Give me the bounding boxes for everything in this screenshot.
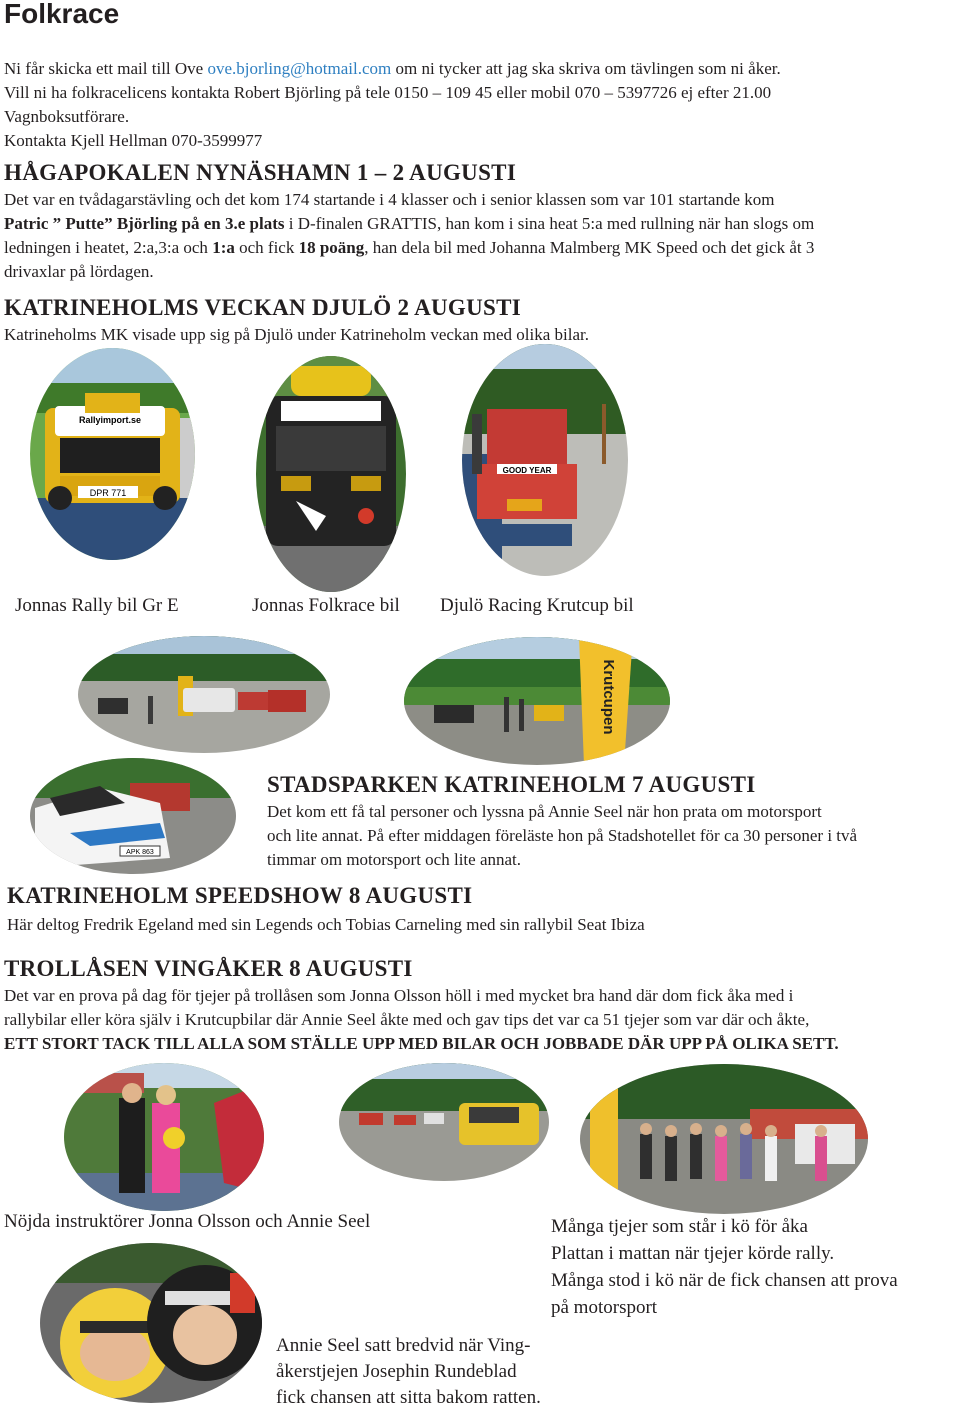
caption-annie-2: åkerstjejen Josephin Rundeblad [276, 1361, 517, 1382]
caption-right-1: Många tjejer som står i kö för åka [551, 1216, 808, 1237]
trollasen-text-1: Det var en prova på dag för tjejer på trollåsen som Jonna Olsson höll i med mycket bra hand där dom fick åka med i [4, 986, 794, 1005]
intro-line-4: Kontakta Kjell Hellman 070-3599977 [4, 131, 263, 150]
photo-rally-car [30, 348, 195, 560]
intro-line-2: Vill ni ha folkracelicens kontakta Robert Björling på tele 0150 – 109 45 eller mobil 070 – 5397726 ej efter 21.00 [4, 83, 772, 102]
heading-speedshow: KATRINEHOLM SPEEDSHOW 8 AUGUSTI [7, 883, 473, 908]
caption-rally-bil: Jonnas Rally bil Gr E [15, 595, 179, 616]
katrineholms-veckan-text: Katrineholms MK visade upp sig på Djulö under Katrineholm veckan med olika bilar. [4, 325, 589, 344]
hagapokalen-text: , han dela bil med Johanna Malmberg MK Speed och det gick åt 3 [364, 238, 815, 257]
trollasen-text-2: rallybilar eller köra själv i Krutcupbilar där Annie Seel åkte med och gav tips det var ca 51 tjejer som var där och åkte, [4, 1010, 810, 1029]
intro-text: om ni tycker att jag ska skriva om tävlingen som ni åker. [391, 59, 781, 78]
intro-text: Ni får skicka ett mail till Ove [4, 59, 208, 78]
photo-queue-girls [580, 1064, 868, 1214]
caption-instructors: Nöjda instruktörer Jonna Olsson och Annie Seel [4, 1211, 371, 1232]
sponsor-text: GOOD YEAR [502, 466, 552, 475]
intro-line-3: Vagnboksutförare. [4, 107, 130, 126]
hagapokalen-text: ledningen i heatet, 2:a,3:a och [4, 238, 213, 257]
speedshow-text: Här deltog Fredrik Egeland med sin Legends och Tobias Carneling med sin rallybil Seat Ibiza [7, 915, 645, 934]
photo-krutcup-car [462, 344, 628, 576]
sponsor-text: Rallyimport.se [78, 415, 142, 425]
hagapokalen-text-4: drivaxlar på lördagen. [4, 262, 154, 281]
hagapokalen-text-2 [4, 212, 814, 236]
hagapokalen-text: i D-finalen GRATTIS, han kom i sina heat 5:a med rullning när han slogs om [284, 214, 815, 233]
highlight-place: 1:a [212, 238, 235, 257]
plate-text: APK 863 [126, 849, 154, 856]
hagapokalen-text-1: Det var en tvådagarstävling och det kom 174 startande i 4 klasser och i senior klassen som var 101 startande kom [4, 190, 775, 209]
photo-helmets [40, 1243, 262, 1403]
plate-text: DPR 771 [89, 488, 127, 498]
caption-right-3: Många stod i kö när de fick chansen att prova [551, 1270, 898, 1291]
caption-folkrace-bil: Jonnas Folkrace bil [252, 595, 400, 616]
heading-stadsparken: STADSPARKEN KATRINEHOLM 7 AUGUSTI [267, 772, 756, 797]
stadsparken-text-3: timmar om motorsport och lite annat. [267, 850, 522, 869]
photo-cars-track [339, 1063, 549, 1181]
stadsparken-text-2: och lite annat. På efter middagen föreläste hon på Stadshotellet för ca 30 personer i två [267, 826, 858, 845]
caption-right-2: Plattan i mattan när tjejer körde rally. [551, 1243, 835, 1264]
heading-katrineholms-veckan: KATRINEHOLMS VECKAN DJULÖ 2 AUGUSTI [4, 295, 522, 320]
photo-folkrace-car [256, 356, 406, 592]
photo-parking-area [78, 636, 330, 753]
highlight-points: 18 poäng [298, 238, 365, 257]
highlight-result: Patric ” Putte” Björling på en 3.e plats [4, 214, 285, 233]
caption-krutcup-bil: Djulö Racing Krutcup bil [440, 595, 634, 616]
email-link[interactable]: ove.bjorling@hotmail.com [207, 59, 392, 78]
heading-hagapokalen: HÅGAPOKALEN NYNÄSHAMN 1 – 2 AUGUSTI [4, 160, 517, 185]
caption-annie-1: Annie Seel satt bredvid när Ving- [276, 1335, 531, 1356]
photo-instructors [64, 1063, 264, 1211]
trollasen-thanks: ETT STORT TACK TILL ALLA SOM STÄLLE UPP MED BILAR OCH JOBBADE DÄR UPP PÅ OLIKA SETT. [4, 1034, 839, 1053]
intro-line-1 [4, 57, 781, 81]
banner-text: Krutcupen [600, 659, 617, 735]
heading-trollasen: TROLLÅSEN VINGÅKER 8 AUGUSTI [4, 956, 413, 981]
stadsparken-text-1: Det kom ett få tal personer och lyssna på Annie Seel när hon prata om motorsport [267, 802, 822, 821]
caption-annie-3: fick chansen att sitta bakom ratten. [276, 1387, 541, 1408]
hagapokalen-text-3 [4, 236, 814, 260]
photo-ford-rally-car [30, 758, 236, 874]
page-title: Folkrace [4, 0, 120, 29]
hagapokalen-text: och fick [234, 238, 299, 257]
caption-right-4: på motorsport [551, 1297, 658, 1318]
photo-krutcupen-banner [404, 637, 670, 765]
